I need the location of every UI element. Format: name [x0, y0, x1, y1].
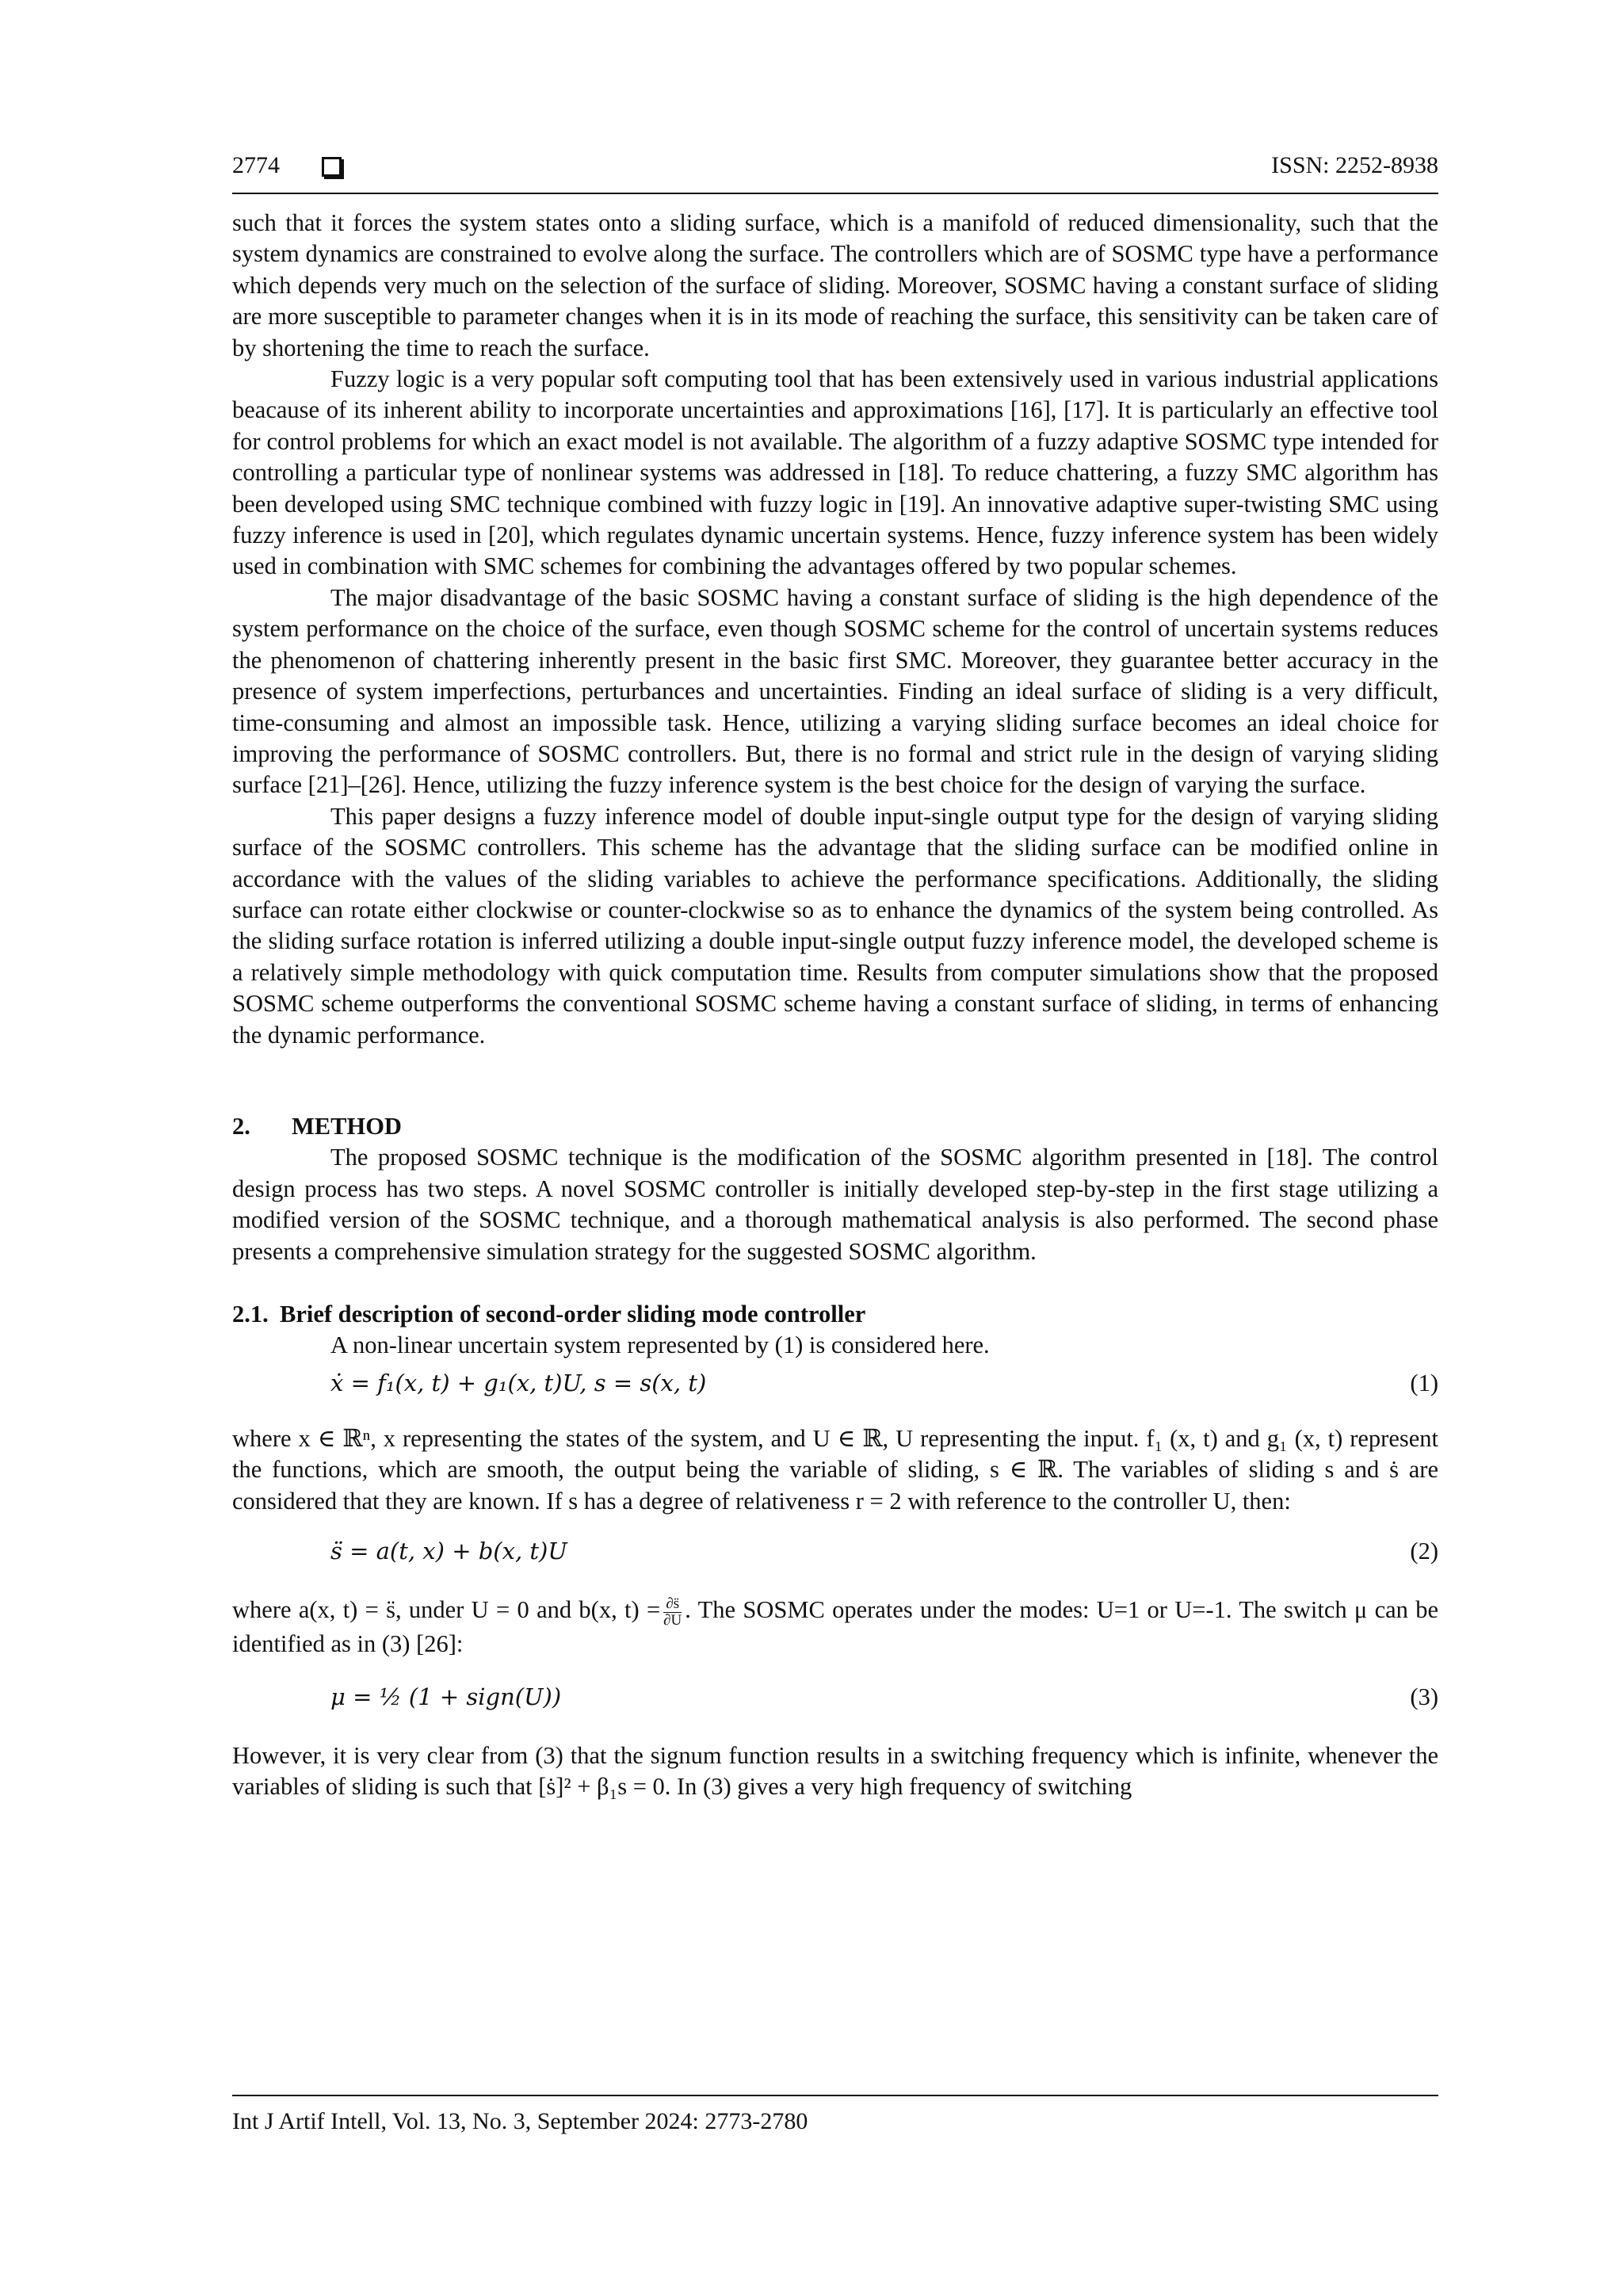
- inline-text: . The SOSMC operates under the modes: U=1 or U=-1. The switch μ can be identified as in (3) [26]:: [232, 1596, 1438, 1657]
- subsection-number: 2.1.: [232, 1301, 269, 1328]
- fraction-numerator: ∂s̈: [663, 1596, 682, 1613]
- header-rule: [232, 193, 1438, 194]
- paragraph: However, it is very clear from (3) that the signum function results in a switching frequency which is infinite, whenever the variables of sliding is such that [ṡ]² + β₁s = 0. In (3) gives a very high frequency of switching: [232, 1741, 1438, 1801]
- subsection-heading: [232, 1299, 1438, 1330]
- equation-body: s̈ = a(t, x) + b(x, t)U: [330, 1538, 567, 1565]
- inline-text: where a(x, t) = s̈, under U = 0 and b(x, t) =: [232, 1596, 661, 1624]
- subsection-title: Brief description of second-order sliding mode controller: [280, 1301, 866, 1328]
- paragraph: such that it forces the system states onto a sliding surface, which is a manifold of reduced dimensionality, such that the system dynamics are constrained to evolve along the surface. The controllers which are of SOSMC type have a performance which depends very much on the selection of the surface of sliding. Moreover, SOSMC having a constant surface of sliding are more susceptible to parameter changes when it is in its mode of reaching the surface, this sensitivity can be taken care of by shortening the time to reach the surface.: [232, 209, 1438, 361]
- fraction-denominator: ∂U: [663, 1611, 682, 1629]
- paragraph: The proposed SOSMC technique is the modification of the SOSMC algorithm presented in [18]. The control design process has two steps. A novel SOSMC controller is initially developed step-by-step in the first stage utilizing a modified version of the SOSMC technique, and a thorough mathematical analysis is also performed. The second phase presents a comprehensive simulation strategy for the suggested SOSMC algorithm.: [232, 1144, 1438, 1265]
- paragraph: The major disadvantage of the basic SOSMC having a constant surface of sliding is the high dependence of the system performance on the choice of the surface, even though SOSMC scheme for the control of uncertain systems reduces the phenomenon of chattering inherently present in the basic first SMC. Moreover, they guarantee better accuracy in the presence of system imperfections, perturbances and uncertainties. Finding an ideal surface of sliding is a very difficult, time-consuming and almost an impossible task. Hence, utilizing a varying sliding surface becomes an ideal choice for improving the performance of SOSMC controllers. But, there is no formal and strict rule in the design of varying sliding surface [21]–[26]. Hence, utilizing the fuzzy inference system is the best choice for the design of varying the surface.: [232, 583, 1438, 799]
- equation-1: [232, 1362, 1438, 1409]
- paragraph: where x ∈ ℝⁿ, x representing the states of the system, and U ∈ ℝ, U representing the input. f₁ (x, t) and g₁ (x, t) represent the functions, which are smooth, the output being the variable of sliding, s ∈ ℝ. The variables of sliding s and ṡ are considered that they are known. If s has a degree of relativeness r = 2 with reference to the controller U, then:: [232, 1424, 1438, 1515]
- page-number: 2774: [232, 152, 280, 178]
- paragraph: A non-linear uncertain system represented by (1) is considered here.: [330, 1331, 990, 1359]
- equation-number: (2): [1410, 1538, 1438, 1565]
- equation-number: (1): [1410, 1369, 1438, 1396]
- header-box-icon: [322, 157, 342, 177]
- paragraph: Fuzzy logic is a very popular soft computing tool that has been extensively used in various industrial applications beacause of its inherent ability to incorporate uncertainties and approximations [16], [17]. It is particularly an effective tool for control problems for which an exact model is not available. The algorithm of a fuzzy adaptive SOSMC type intended for controlling a particular type of nonlinear systems was addressed in [18]. To reduce chattering, a fuzzy SMC algorithm has been developed using SMC technique combined with fuzzy logic in [19]. An innovative adaptive super-twisting SMC using fuzzy inference is used in [20], which regulates dynamic uncertain systems. Hence, fuzzy inference system has been widely used in combination with SMC schemes for combining the advantages offered by two popular schemes.: [232, 365, 1438, 580]
- equation-body: ẋ = f₁(x, t) + g₁(x, t)U, s = s(x, t): [330, 1369, 707, 1396]
- section-number: 2.: [232, 1112, 250, 1140]
- page-header: [232, 152, 1438, 192]
- equation-number: (3): [1410, 1683, 1438, 1710]
- page-body: [232, 208, 1438, 1803]
- equation-body: μ = ½ (1 + sign(U)): [330, 1683, 562, 1710]
- section-heading: [232, 1111, 1438, 1142]
- paragraph: [232, 1595, 1438, 1660]
- partial-derivative-fraction: [663, 1596, 682, 1629]
- issn: ISSN: 2252-8938: [1271, 152, 1438, 178]
- equation-2: [232, 1530, 1438, 1577]
- paragraph: This paper designs a fuzzy inference model of double input-single output type for the design of varying sliding surface of the SOSMC controllers. This scheme has the advantage that the sliding surface can be modified online in accordance with the values of the sliding variables to achieve the performance specifications. Additionally, the sliding surface can rotate either clockwise or counter-clockwise so as to enhance the dynamics of the system being controlled. As the sliding surface rotation is inferred utilizing a double input-single output fuzzy inference model, the developed scheme is a relatively simple methodology with quick computation time. Results from computer simulations show that the proposed SOSMC scheme outperforms the conventional SOSMC scheme having a constant surface of sliding, in terms of enhancing the dynamic performance.: [232, 802, 1438, 1049]
- equation-3: [232, 1675, 1438, 1723]
- footer-rule: [232, 2095, 1438, 2096]
- footer-citation: Int J Artif Intell, Vol. 13, No. 3, September 2024: 2773-2780: [232, 2108, 808, 2134]
- section-title: METHOD: [292, 1112, 402, 1140]
